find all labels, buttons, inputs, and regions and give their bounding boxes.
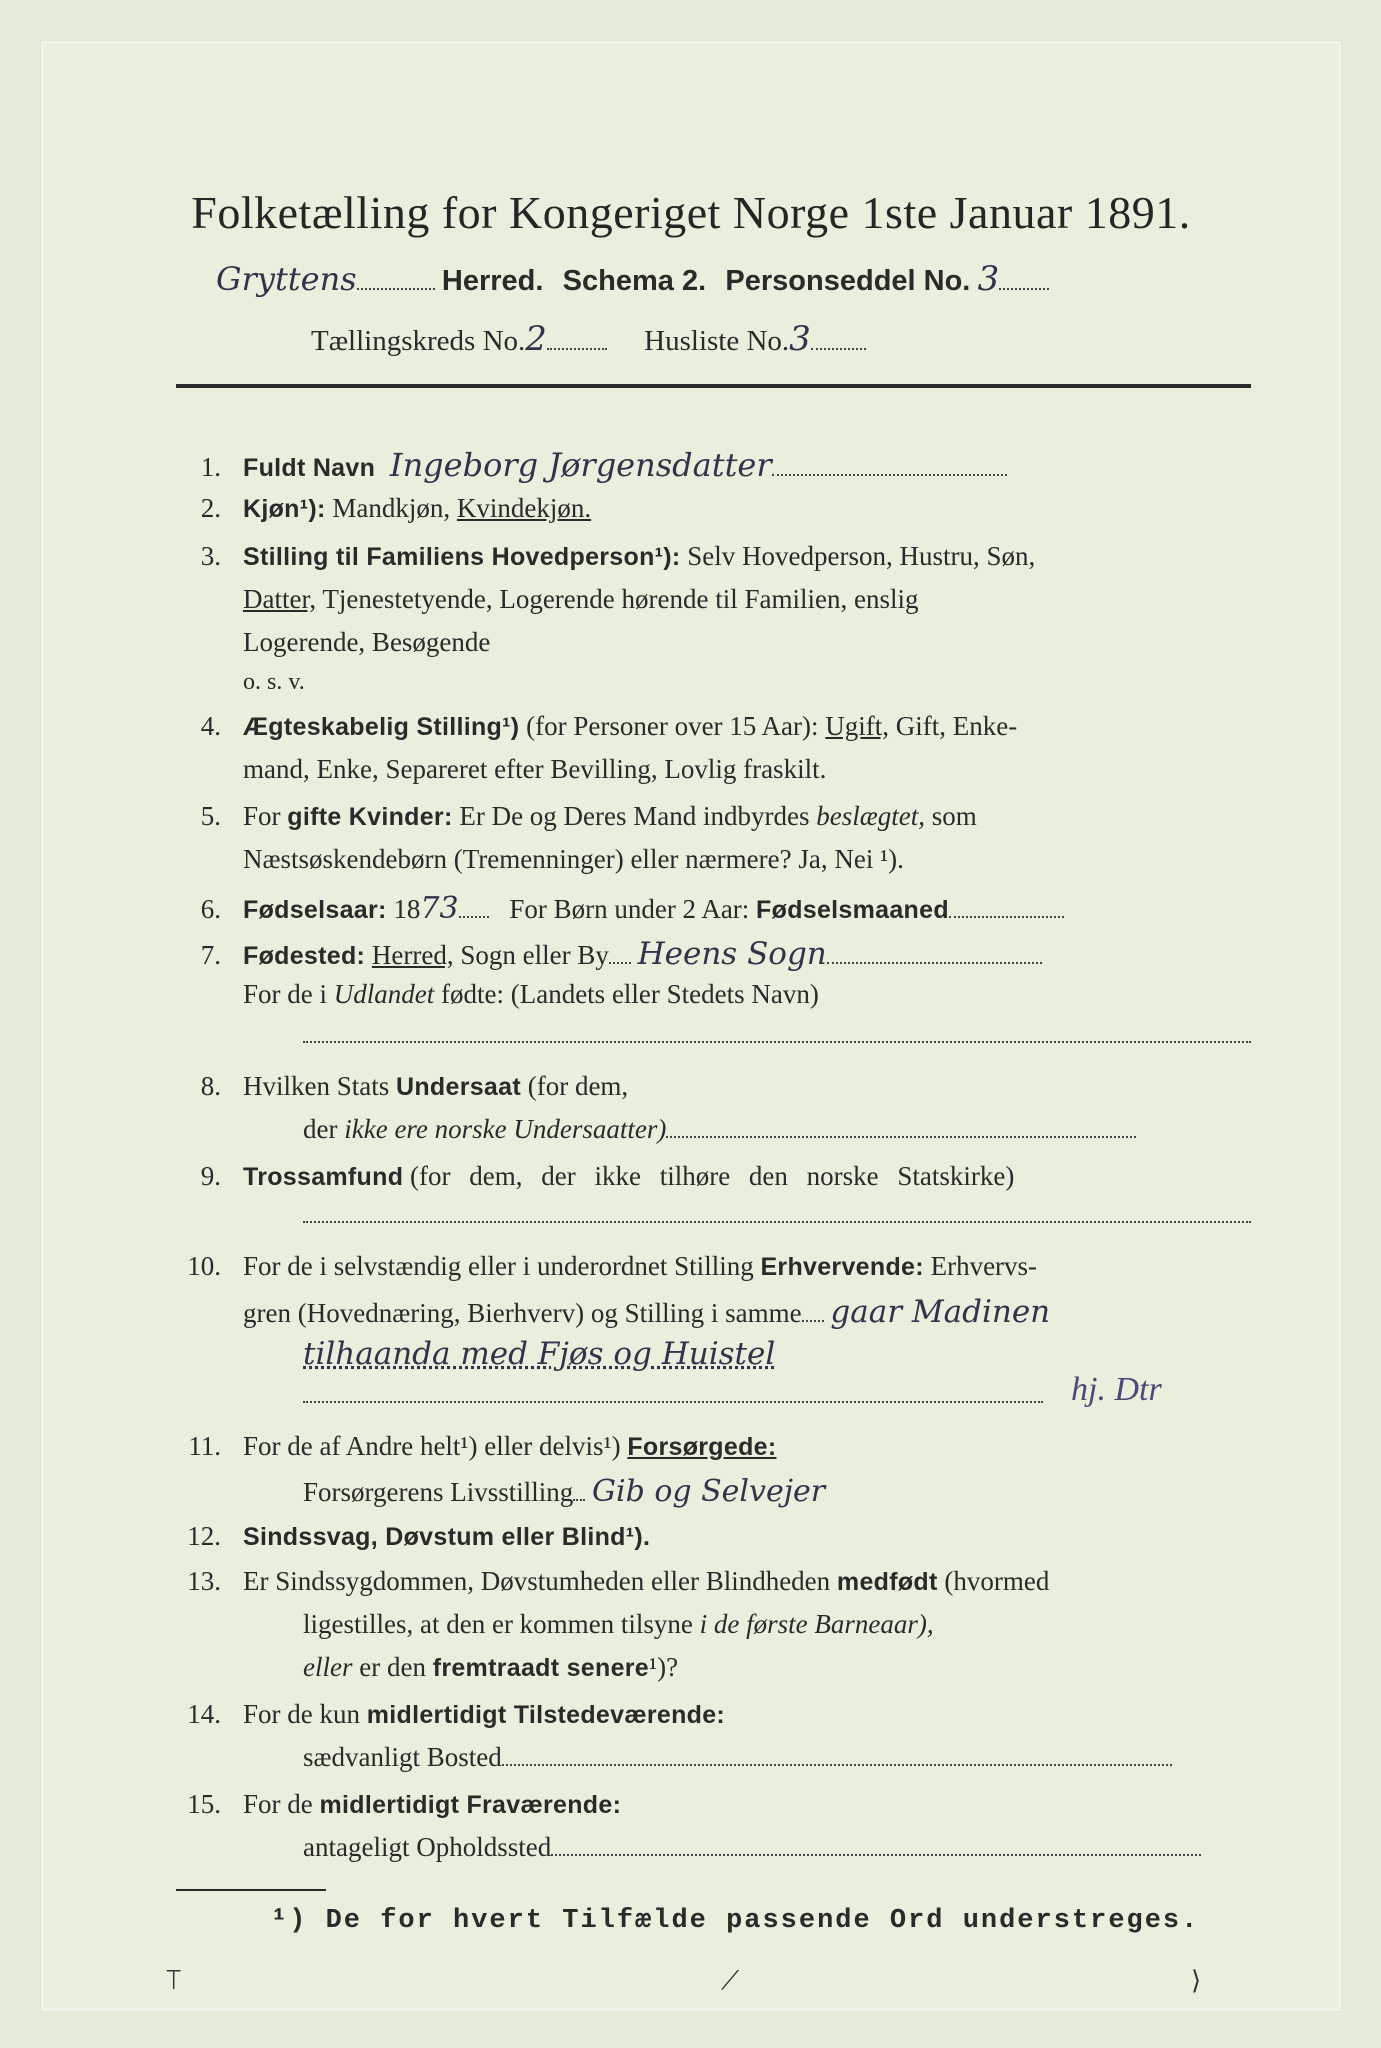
religion-label: Trossamfund [243, 1163, 404, 1191]
item-15: 15. For de midlertidigt Fraværende: [187, 1789, 622, 1819]
herred-value: Gryttens [216, 260, 357, 298]
birthplace-value: Heens Sogn [637, 936, 827, 972]
occupation-annotation: hj. Dtr [1071, 1371, 1162, 1408]
item-1: 1. Fuldt Navn Ingeborg Jørgensdatter [161, 446, 1007, 484]
header-rule [176, 384, 1251, 388]
husliste-label: Husliste No. [644, 325, 790, 357]
item-5: 5. For gifte Kvinder: Er De og Deres Mand indbyrdes beslægtet, som [200, 801, 977, 831]
item-6: 6. Fødselsaar: 1873 For Børn under 2 Aar: Fødselsmaaned [161, 891, 1064, 926]
occupation-value-2: tilhaanda med Fjøs og Huistel [303, 1336, 776, 1372]
husliste-value: 3 [789, 319, 811, 359]
marital-ugift-underlined: Ugift, [825, 711, 890, 741]
sex-label: Kjøn¹): [243, 495, 326, 523]
provider-value: Gib og Selvejer [592, 1474, 826, 1509]
corner-mark-right: ⟩ [1191, 1966, 1202, 1996]
schema-label: Schema 2. [562, 265, 707, 297]
occupation-value-1: gaar Madinen [830, 1294, 1051, 1330]
personseddel-label: Personseddel No. [725, 265, 971, 297]
full-name-value: Ingeborg Jørgensdatter [389, 446, 772, 484]
item-8: 8. Hvilken Stats Undersaat (for dem, [200, 1071, 629, 1101]
position-datter-underlined: Datter, [243, 584, 317, 614]
item-13: 13. Er Sindssygdommen, Døvstumheden eller Blindheden medfødt (hvormed [187, 1566, 1050, 1596]
item-9: 9. Trossamfund (for dem, der ikke tilhøre den norske Statskirke) [200, 1161, 1015, 1191]
item-2: 2. Kjøn¹): Mandkjøn, Kvindekjøn. [200, 493, 592, 523]
birthplace-herred-underlined: Herred, [371, 940, 454, 970]
full-name-label: Fuldt Navn [243, 454, 376, 482]
item-3: 3. Stilling til Familiens Hovedperson¹): Selv Hovedperson, Hustru, Søn, [200, 541, 1036, 571]
item-11: 11. For de af Andre helt¹) eller delvis¹) Forsørgede: [188, 1431, 777, 1461]
herred-label: Herred. [441, 265, 544, 297]
corner-mark-center: ⟋ [721, 1966, 740, 1996]
census-form-sheet: Folketælling for Kongeriget Norge 1ste Januar 1891. Gryttens Herred. Schema 2. Personseddel No. 3 Tællingskreds No.2 Husliste No.3 1. Fuldt Navn Ingeborg Jørgensdatter 2. Kjøn¹): Mandkjøn, Kvindekjøn. 3. Stilling til Familiens Hovedperson¹): Selv Hovedperson, Hustru, Søn, Datter, Tjenestetyende, Logerende hørende til Familien, enslig Logerende, Besøgende o. s. v. 4. Ægteskabelig Stilling¹) (for Personer over 15 Aar): Ugift, Gift, Enke- mand, Enke, Separeret efter Bevilling, Lovlig fraskilt. 5. For gifte Kvinder: Er De og Deres Mand indbyrdes beslægtet, som Næstsøskendebørn (Tremenninger) eller nærmere? Ja, Nei ¹). 6. Fødselsaar: 1873 For Børn under 2 Aar: Fødselsmaaned 7. Fødested: Herred, Sogn eller By Heens Sogn For de i Udlandet fødte: (Landets eller Stedets Navn) 8. Hvilken Stats Undersaat (for dem, der ikke ere norske Undersaatter) 9. Trossamfund (for dem, der ikke tilhøre den norske Statskirke) 10. For de i selvstændig eller i underordnet Stilling Erhvervende: Erhvervs- gren (Hovednæring, Bierhverv) og Stilling i samme gaar Madinen tilhaanda med Fjøs og Huistel hj. Dtr 11. For de af Andre helt¹) eller delvis¹) Forsørgede: Forsørgerens Livsstilling Gib og Selvejer 12. Sindssvag, Døvstum eller Blind¹). 13. Er Sindssygdommen, Døvstumheden eller Blindheden medfødt (hvormed ligestilles, at den er kommen tilsyne i de første Barneaar), eller er den fremtraadt senere¹)? 14. For de kun midlertidigt Tilstedeværende: sædvanligt Bosted 15. For de midlertidigt Fraværende: antageligt Opholdssted ¹) De for hvert Tilfælde passende Ord understreges. ⟙ ⟋ ⟩ [40, 40, 1342, 2012]
form-title: Folketælling for Kongeriget Norge 1ste Januar 1891. [191, 187, 1191, 238]
kreds-value: 2 [525, 319, 547, 359]
birth-year-value: 73 [420, 891, 459, 926]
footnote: ¹) De for hvert Tilfælde passende Ord understreges. [271, 1906, 1200, 1936]
kreds-line [311, 319, 866, 359]
birth-year-label: Fødselsaar: [243, 896, 387, 924]
item-4: 4. Ægteskabelig Stilling¹) (for Personer over 15 Aar): Ugift, Gift, Enke- [200, 711, 1018, 741]
herred-line [216, 259, 1049, 299]
family-position-label: Stilling til Familiens Hovedperson¹): [243, 543, 681, 571]
item-10: 10. For de i selvstændig eller i underordnet Stilling Erhvervende: Erhvervs- [187, 1251, 1038, 1281]
item-12: 12. Sindssvag, Døvstum eller Blind¹). [187, 1521, 651, 1551]
item-7: 7. Fødested: Herred, Sogn eller By Heens Sogn [161, 936, 1042, 972]
birthplace-label: Fødested: [243, 942, 366, 970]
footnote-rule [176, 1889, 326, 1891]
sex-female-underlined: Kvindekjøn. [456, 493, 592, 523]
corner-mark-left: ⟙ [166, 1966, 182, 1996]
item-14: 14. For de kun midlertidigt Tilstedeværende: [187, 1699, 726, 1729]
marital-status-label: Ægteskabelig Stilling¹) [243, 713, 520, 741]
personseddel-value: 3 [977, 259, 1000, 299]
kreds-label: Tællingskreds No. [311, 325, 526, 357]
